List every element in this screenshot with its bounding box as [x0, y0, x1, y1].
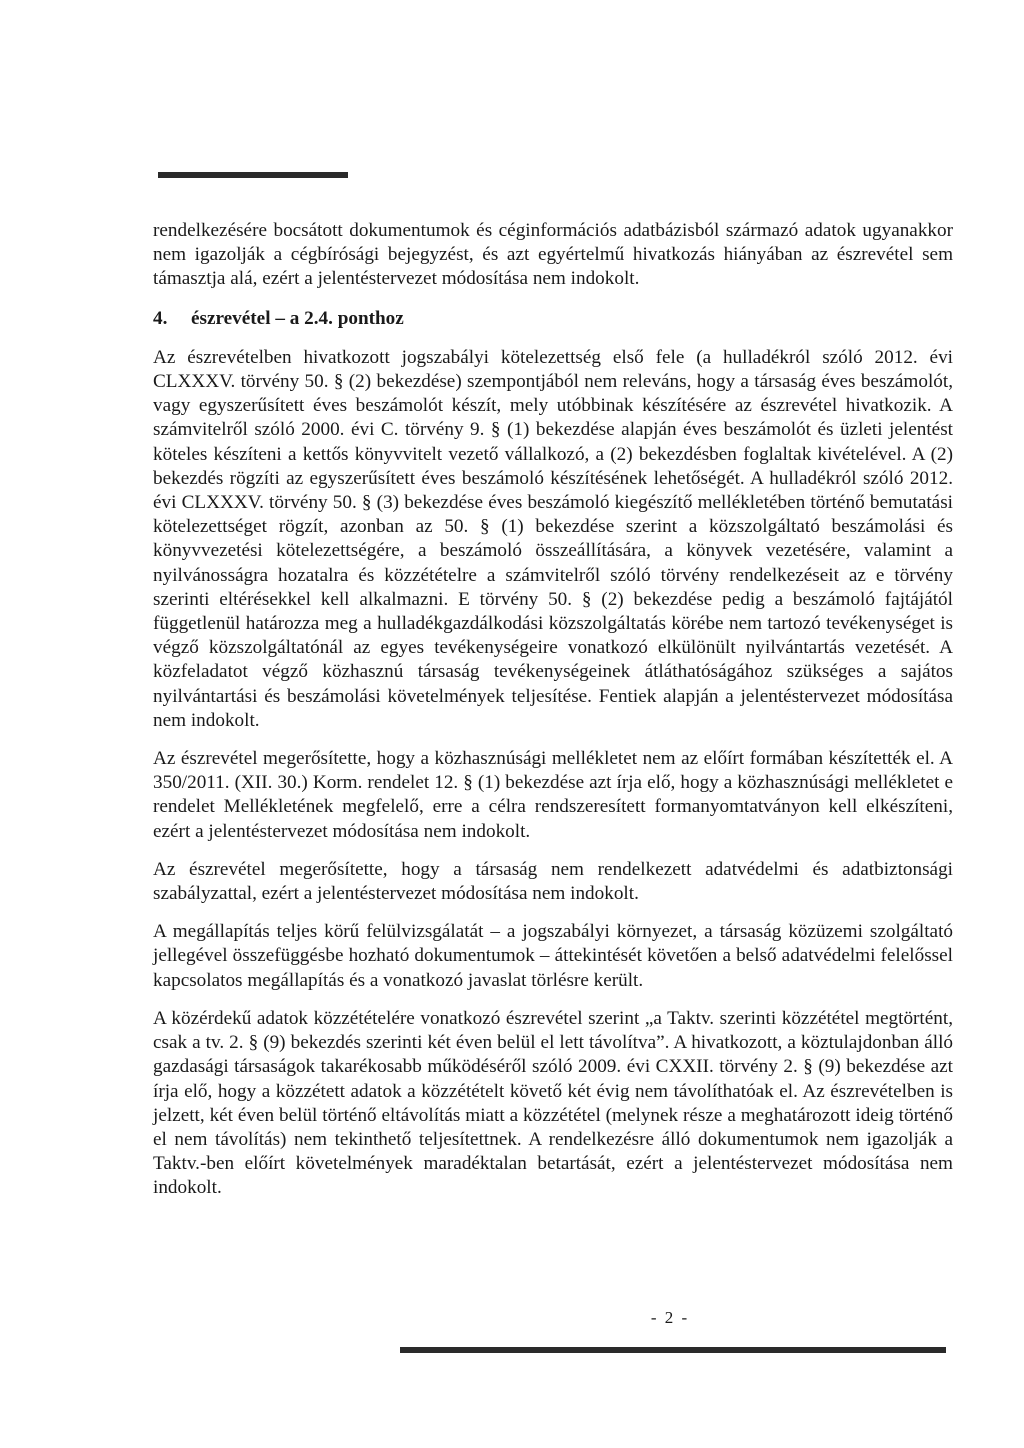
intro-paragraph: rendelkezésére bocsátott dokumentumok és céginformációs adatbázisból származó adatok ugyanakkor nem igazolják a cégbírósági bejegyzést, és azt egyértelmű hivatkozás hiányában az észrevétel sem támasztja alá, ezért a jelentéstervezet módosítása nem indokolt.: [153, 220, 953, 290]
section-heading: [153, 307, 953, 331]
paragraph: A megállapítás teljes körű felülvizsgálatát – a jogszabályi környezet, a társaság közüzemi szolgáltató jellegével összefüggésbe hozható dokumentumok – áttekintését követően a belső adatvédelmi felelőssel kapcsolatos megállapítás és a vonatkozó javaslat törlésre került.: [153, 921, 953, 991]
section-title: észrevétel – a 2.4. ponthoz: [191, 307, 404, 329]
paragraph: Az észrevételben hivatkozott jogszabályi kötelezettség első fele (a hulladékról szóló 2012. évi CLXXXV. törvény 50. § (2) bekezdése) szempontjából nem releváns, hogy a társaság éves beszámolót, vagy egyszerűsített éves beszámolót készít, mely utóbbinak készítésére az észrevétel hivatkozik. A számvitelről szóló 2000. évi C. törvény 9. § (1) bekezdése alapján éves beszámolót és üzleti jelentést köteles készíteni a kettős könyvvitelt vezető vállalkozó, a (2) bekezdésben foglaltak kivételével. A (2) bekezdés rögzíti az egyszerűsített éves beszámoló készítésének lehetőségét. A hulladékról szóló 2012. évi CLXXXV. törvény 50. § (3) bekezdése éves beszámoló kiegészítő mellékletében történő bemutatási kötelezettséget rögzít, azonban az 50. § (1) bekezdése szerint a közszolgáltató beszámolási és könyvvezetési kötelezettségére, a beszámoló összeállítására, a könyvek vezetésére, valamint a nyilvánosságra hozatalra és közzétételre a számvitelről szóló törvény rendelkezéseit az e törvény szerinti eltérésekkel kell alkalmazni. E törvény 50. § (2) bekezdése pedig a beszámoló fajtájától függetlenül határozza meg a hulladékgazdálkodási közszolgáltatás körébe nem tartozó tevékenységet is végző közszolgáltatónál az egyes tevékenységeire vonatkozó elkülönült nyilvántartás vezetését. A közfeladatot végző közhasznú társaság tevékenységeinek átláthatóságához szükséges a sajátos nyilvántartási és beszámolási követelmények teljesítése. Fentiek alapján a jelentéstervezet módosítása nem indokolt.: [153, 346, 953, 731]
footer-rule: [400, 1347, 946, 1353]
paragraph: Az észrevétel megerősítette, hogy a közhasznúsági mellékletet nem az előírt formában készítették el. A 350/2011. (XII. 30.) Korm. rendelet 12. § (1) bekezdése azt írja elő, hogy a közhasznúsági mellékletet e rendelet Mellékletének megfelelő, erre a célra rendszeresített formanyomtatványon kell elkészíteni, ezért a jelentéstervezet módosítása nem indokolt.: [153, 748, 953, 842]
header-rule: [158, 172, 348, 178]
paragraph: A közérdekű adatok közzétételére vonatkozó észrevétel szerint „a Taktv. szerinti közzététel megtörtént, csak a tv. 2. § (9) bekezdés szerinti két éven belül el lett távolítva”. A hivatkozott, a köztulajdonban álló gazdasági társaságok takarékosabb működéséről szóló 2009. évi CXXII. törvény 2. § (9) bekezdése azt írja elő, hogy a közzétett adatok a közzétételt követő két évig nem távolíthatóak el. Az észrevételben is jelzett, két éven belül történő eltávolítás miatt a közzététel (melynek része a meghatározott ideig történő el nem távolítás) nem tekinthető teljesítettnek. A rendelkezésre álló dokumentumok nem igazolják a Taktv.-ben előírt követelmények maradéktalan betartását, ezért a jelentéstervezet módosítása nem indokolt.: [153, 1007, 953, 1199]
page-body: [153, 219, 953, 1215]
page-number: - 2 -: [650, 1308, 690, 1327]
paragraph: Az észrevétel megerősítette, hogy a társaság nem rendelkezett adatvédelmi és adatbiztonsági szabályzattal, ezért a jelentéstervezet módosítása nem indokolt.: [153, 858, 953, 905]
section-number: 4.: [153, 307, 168, 329]
